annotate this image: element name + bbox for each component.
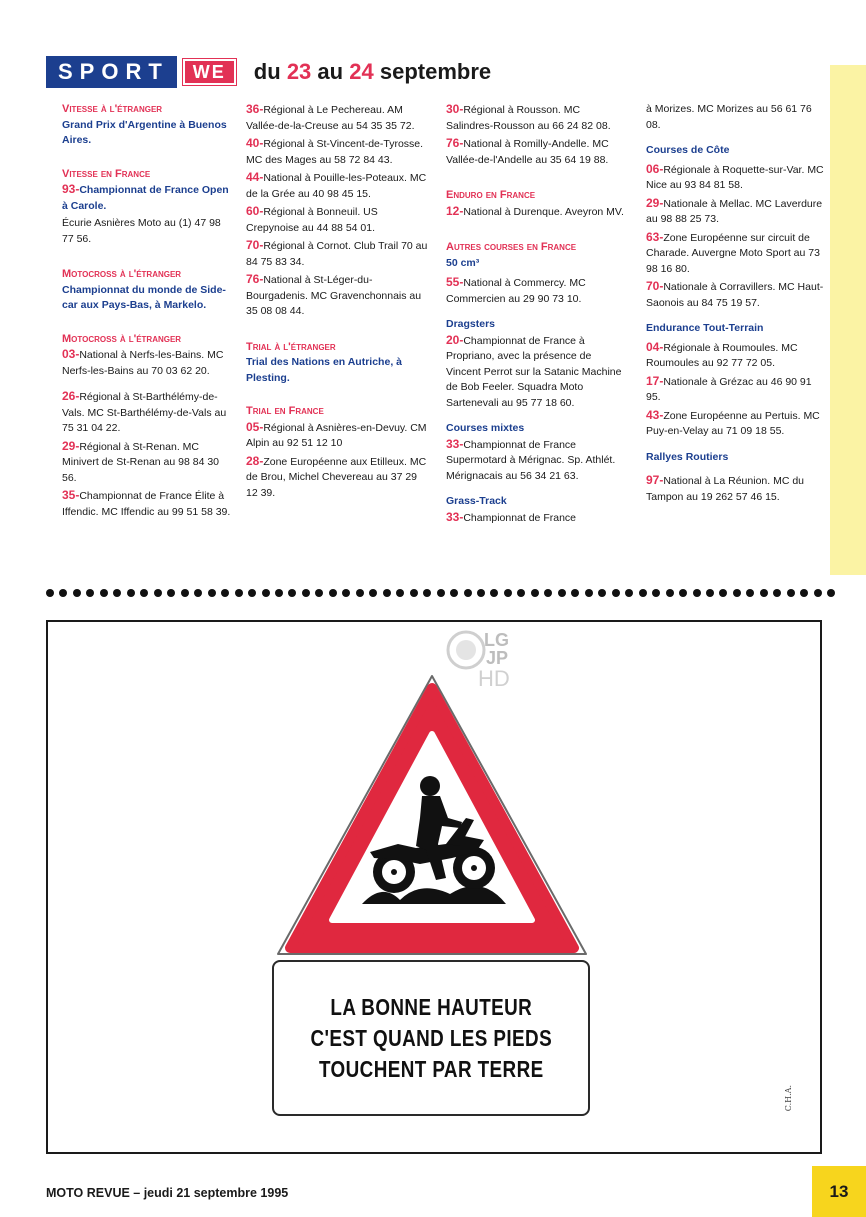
list-item: 26-Régional à St-Barthélémy-de-Vals. MC St-Barthélémy-de-Vals au 75 31 04 22. [62, 389, 227, 434]
ad-credit: C.H.A. [784, 1085, 793, 1112]
separator-dot [315, 589, 323, 597]
separator-dot [504, 589, 512, 597]
list-item: 05-Régional à Asnières-en-Devuy. CM Alpin au 92 51 12 10 [246, 419, 427, 449]
separator-dot [733, 589, 741, 597]
list-item: 60-Régional à Bonneuil. US Crepynoise au 44 88 54 01. [246, 204, 378, 234]
separator-dot [625, 589, 633, 597]
separator-dot [262, 589, 270, 597]
list-item: 70-Nationale à Corravillers. MC Haut-Saonois au 84 75 19 57. [646, 279, 824, 309]
separator-dot [800, 589, 808, 597]
date-title: du 23 au 24 septembre [253, 59, 492, 84]
separator-dot [140, 589, 148, 597]
separator-dot [477, 589, 485, 597]
yellow-side-band [830, 65, 866, 575]
separator-dot [814, 589, 822, 597]
footer-text: MOTO REVUE – jeudi 21 septembre 1995 [46, 1186, 289, 1200]
separator-dot [356, 589, 364, 597]
section-heading: Autres courses en France [446, 241, 577, 253]
separator-dot [827, 589, 835, 597]
list-item: 36-Régional à Le Pechereau. AM Vallée-de-la-Creuse au 54 35 35 72. [246, 102, 415, 132]
separator-dot [450, 589, 458, 597]
separator-dot [113, 589, 121, 597]
separator-dot [666, 589, 674, 597]
separator-dot [464, 589, 472, 597]
section-heading: Trial en France [246, 405, 324, 417]
section-subtitle: Trial des Nations en Autriche, à Plesting. [246, 356, 402, 384]
list-item: 29-Régional à St-Renan. MC Minivert de St-Renan au 98 84 30 56. [62, 438, 220, 484]
list-item: 17-Nationale à Grézac au 46 90 91 95. [646, 373, 812, 403]
separator-dot [558, 589, 566, 597]
section-subtitle: Championnat du monde de Side-car aux Pays-Bas, à Markelo. [62, 283, 226, 311]
separator-dot [396, 589, 404, 597]
separator-dot [760, 589, 768, 597]
separator-dot [423, 589, 431, 597]
section-header [46, 55, 491, 89]
column-4 [646, 102, 828, 507]
separator-dot [787, 589, 795, 597]
list-item: 76-National à St-Léger-du-Bourgadenis. MC Gravenchonnais au 35 08 08 44. [246, 272, 422, 317]
separator-dot [773, 589, 781, 597]
list-item: 28-Zone Européenne aux Etilleux. MC de Brou, Michel Chevereau au 37 29 12 39. [246, 453, 427, 499]
section-heading: Vitesse en France [62, 167, 151, 180]
separator-dot [329, 589, 337, 597]
section-heading: Enduro en France [446, 189, 536, 201]
separator-dot [154, 589, 162, 597]
separator-dot [275, 589, 283, 597]
list-item: 43-Zone Européenne au Pertuis. MC Puy-en-Velay au 71 09 18 55. [646, 407, 820, 437]
separator-dot [73, 589, 81, 597]
separator-dot [679, 589, 687, 597]
section-heading: Motocross à l'étranger [62, 332, 182, 345]
list-item: 04-Régionale à Roumoules. MC Roumoules au 92 77 72 05. [646, 339, 798, 369]
separator-dot [410, 589, 418, 597]
separator-dot [86, 589, 94, 597]
separator-dot [437, 589, 445, 597]
separator-dot [746, 589, 754, 597]
separator-dot [288, 589, 296, 597]
separator-dot [517, 589, 525, 597]
section-subtitle: 50 cm³ [446, 256, 480, 269]
separator-dot [639, 589, 647, 597]
section-heading: Vitesse à l'étranger [62, 103, 163, 115]
list-item: 30-Régional à Rousson. MC Salindres-Rousson au 66 24 82 08. [446, 102, 611, 132]
separator-dot [208, 589, 216, 597]
section-heading: Motocross à l'étranger [62, 268, 182, 280]
list-item: 33-Championnat de France Supermotard à Mérignac. Sp. Athlét. Mérignacais au 56 34 21 63. [446, 436, 616, 482]
separator-dot [100, 589, 108, 597]
list-item: 40-Régional à St-Vincent-de-Tyrosse. MC des Mages au 58 72 84 43. [246, 136, 424, 166]
list-item: 29-Nationale à Mellac. MC Laverdure au 98 88 25 73. [646, 195, 823, 225]
list-item: 35-Championnat de France Élite à Iffendic. MC Iffendic au 99 51 58 39. [62, 488, 231, 518]
list-item: 20-Championnat de France à Propriano, avec la présence de Vincent Perrot sur la Satanic Machine de Bob Feeler. Squadra Moto Sartenevali au 95 77 18 60. [446, 332, 622, 409]
separator-dot [693, 589, 701, 597]
list-item: 44-National à Pouille-les-Poteaux. MC de la Grée au 40 98 45 15. [246, 170, 427, 200]
separator-dot [194, 589, 202, 597]
list-item: 76-National à Romilly-Andelle. MC Vallée-de-l'Andelle au 35 64 19 88. [446, 136, 609, 166]
section-subtitle: Grand Prix d'Argentine à Buenos Aires. [62, 118, 227, 146]
separator-dot [585, 589, 593, 597]
list-item: 03-National à Nerfs-les-Bains. MC Nerfs-les-Bains au 70 03 62 20. [62, 347, 224, 377]
list-item: 55-National à Commercy. MC Commercien au 29 90 73 10. [446, 275, 586, 305]
page-number: 13 [812, 1166, 866, 1217]
separator-dot [181, 589, 189, 597]
warning-sign-icon [270, 668, 594, 968]
separator-dot [342, 589, 350, 597]
separator-dot [490, 589, 498, 597]
section-subtitle: Dragsters [446, 318, 496, 330]
list-item: 63-Zone Européenne sur circuit de Charade. Auvergne Moto Sport au 73 98 16 80. [646, 229, 820, 275]
separator-dot [531, 589, 539, 597]
sign-panel [272, 960, 590, 1116]
section-subtitle: Grass-Track [446, 495, 507, 507]
sport-label: SPORT [46, 56, 177, 88]
ad-slogan: LA BONNE HAUTEUR C'EST QUAND LES PIEDS TOUCHENT PAR TERRE [310, 993, 552, 1082]
separator-dot [167, 589, 175, 597]
separator-dot [612, 589, 620, 597]
list-item: Écurie Asnières Moto au (1) 47 98 77 56. [62, 217, 221, 245]
svg-text:HD: HD [478, 666, 510, 691]
svg-text:LG: LG [484, 630, 509, 650]
dotted-separator [46, 589, 836, 599]
section-subtitle: Rallyes Routiers [646, 450, 729, 463]
separator-dot [46, 589, 54, 597]
list-item: 33-Championnat de France [446, 509, 576, 524]
separator-dot [127, 589, 135, 597]
separator-dot [652, 589, 660, 597]
separator-dot [706, 589, 714, 597]
separator-dot [719, 589, 727, 597]
separator-dot [59, 589, 67, 597]
list-item: 70-Régional à Cornot. Club Trail 70 au 84 75 83 34. [246, 238, 428, 268]
svg-text:JP: JP [486, 648, 509, 668]
column-2 [246, 102, 431, 503]
section-subtitle: Endurance Tout-Terrain [646, 322, 764, 334]
separator-dot [544, 589, 552, 597]
list-item: 06-Régionale à Roquette-sur-Var. MC Nice au 93 84 81 58. [646, 161, 824, 191]
list-item: à Morizes. MC Morizes au 56 61 76 08. [646, 103, 812, 131]
section-subtitle: Courses de Côte [646, 144, 730, 156]
column-3 [446, 102, 628, 528]
separator-dot [383, 589, 391, 597]
separator-dot [369, 589, 377, 597]
separator-dot [302, 589, 310, 597]
separator-dot [598, 589, 606, 597]
we-label: WE [183, 59, 236, 85]
column-1 [62, 102, 232, 522]
separator-dot [248, 589, 256, 597]
separator-dot [221, 589, 229, 597]
list-item: 97-National à La Réunion. MC du Tampon au 19 262 57 46 15. [646, 473, 805, 503]
section-heading: Trial à l'étranger [246, 340, 336, 353]
separator-dot [235, 589, 243, 597]
list-item: 12-National à Durenque. Aveyron MV. [446, 203, 624, 218]
list-item: 93-Championnat de France Open à Carole. [62, 182, 229, 212]
section-subtitle: Courses mixtes [446, 422, 525, 434]
separator-dot [571, 589, 579, 597]
